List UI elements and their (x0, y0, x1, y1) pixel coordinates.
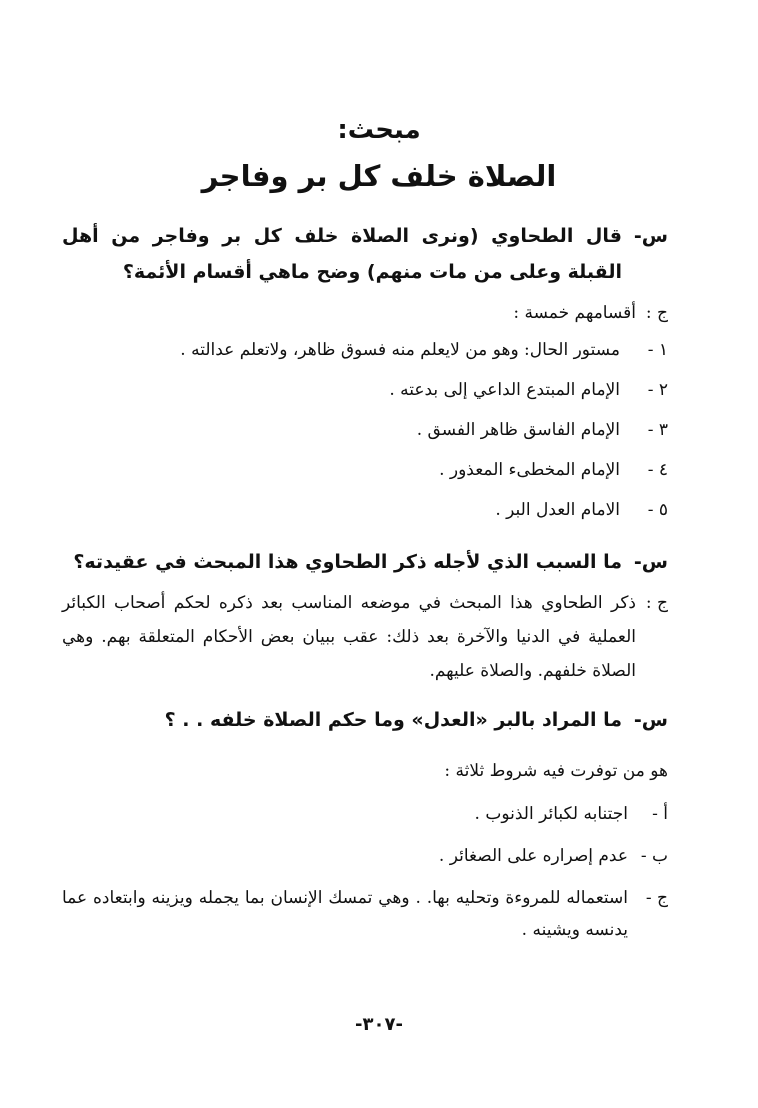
list-item-text: الامام العدل البر . (495, 500, 620, 520)
list-item-number: ج - (645, 888, 668, 908)
list-item-number: ٥ - (647, 500, 668, 520)
list-item (62, 334, 668, 366)
page-title: الصلاة خلف كل بر وفاجر (201, 159, 557, 193)
answer-marker: ج : (645, 593, 668, 613)
question-3 (62, 702, 668, 738)
answer-1 (62, 296, 668, 330)
list-item (62, 374, 668, 406)
answer-marker: ج : (645, 303, 668, 323)
topic-label: مبحث: (337, 115, 421, 145)
question-marker: س- (633, 709, 668, 731)
list-item-number: ٤ - (647, 460, 668, 480)
list-item-text: الإمام المبتدع الداعي إلى بدعته . (389, 380, 620, 400)
list-item-text: مستور الحال: وهو من لايعلم منه فسوق ظاهر، ولاتعلم عدالته . (180, 340, 620, 360)
list-item-number: ١ - (647, 340, 668, 360)
list-item (62, 414, 668, 446)
list-item-number: ٢ - (647, 380, 668, 400)
title-block (0, 112, 758, 198)
question-1 (62, 218, 668, 290)
content-body (62, 218, 668, 956)
page-number: -٣٠٧- (355, 1014, 403, 1035)
list-item-number: ٣ - (647, 420, 668, 440)
list-item-number: أ - (652, 804, 668, 824)
list-item-text: عدم إصراره على الصغائر . (438, 846, 628, 866)
list-item-text: اجتنابه لكبائر الذنوب . (474, 804, 628, 824)
list-item (62, 840, 668, 872)
question-text: ما السبب الذي لأجله ذكر الطحاوي هذا المبحث في عقيدته؟ (73, 551, 622, 573)
spacer (62, 692, 668, 702)
list-item-text: الإمام المخطىء المعذور . (439, 460, 620, 480)
list-item (62, 798, 668, 830)
question-2 (62, 544, 668, 580)
list-item (62, 454, 668, 486)
answer-3-intro: هو من توفرت فيه شروط ثلاثة : (444, 761, 668, 781)
list-item (62, 494, 668, 526)
conditions-list (62, 798, 668, 946)
spacer (62, 534, 668, 544)
question-marker: س- (633, 551, 668, 573)
list-item (62, 882, 668, 946)
imams-list (62, 334, 668, 526)
question-marker: س- (633, 225, 668, 247)
list-item-text: استعماله للمروءة وتحليه بها. . وهي تمسك الإنسان بما يجمله ويزينه وابتعاده عما يدنسه ويشينه . (62, 888, 628, 940)
list-item-number: ب - (640, 846, 668, 866)
list-item-text: الإمام الفاسق ظاهر الفسق . (416, 420, 620, 440)
answer-2 (62, 586, 668, 688)
answer-text: أقسامهم خمسة : (513, 303, 636, 323)
question-text: قال الطحاوي (ونرى الصلاة خلف كل بر وفاجر من أهل القبلة وعلى من مات منهم) وضح ماهي أقسام الأئمة؟ (62, 225, 622, 283)
answer-text: ذكر الطحاوي هذا المبحث في موضعه المناسب بعد ذكره لحكم أصحاب الكبائر العملية في الدنيا والآخرة بعد ذلك: عقب ببيان بعض الأحكام المتعلقة بهم. وهي الصلاة خلفهم. والصلاة عليهم. (62, 593, 636, 681)
question-text: ما المراد بالبر «العدل» وما حكم الصلاة خلفه . . ؟ (164, 709, 622, 731)
spacer (62, 744, 668, 754)
